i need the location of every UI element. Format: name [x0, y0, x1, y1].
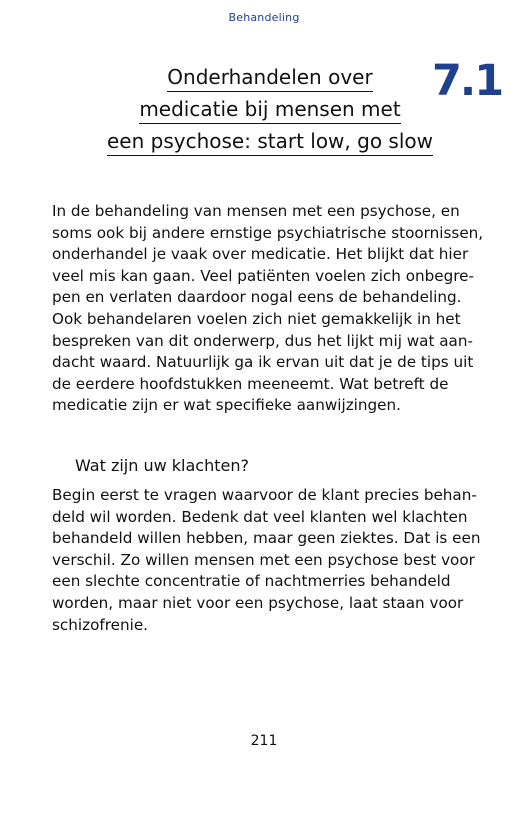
intro-paragraph	[52, 201, 484, 417]
page-number: 211	[250, 733, 278, 749]
paragraph-line: deld wil worden. Bedenk dat veel klanten wel klachten	[52, 507, 468, 526]
paragraph-line: Ook behandelaren voelen zich niet gemakkelijk in het	[52, 309, 461, 328]
paragraph-line: de eerdere hoofdstukken meeneemt. Wat betreft de	[52, 374, 449, 393]
section-heading: Wat zijn uw klachten?	[75, 456, 249, 475]
paragraph-line: In de behandeling van mensen met een psychose, en	[52, 202, 460, 220]
paragraph-line: veel mis kan gaan. Veel patiënten voelen zich onbegre-	[52, 266, 475, 285]
paragraph-line: onderhandel je vaak over medicatie. Het blijkt dat hier	[52, 245, 469, 264]
paragraph-line: medicatie zijn er wat specifieke aanwijzingen.	[52, 396, 401, 415]
paragraph-line: verschil. Zo willen mensen met een psychose best voor	[52, 550, 475, 569]
paragraph-line: schizofrenie.	[52, 615, 148, 634]
chapter-title-line-2: medicatie bij mensen met	[139, 96, 400, 124]
paragraph-line: bespreken van dit onderwerp, dus het lijkt mij wat aan-	[52, 331, 473, 350]
paragraph-line: dacht waard. Natuurlijk ga ik ervan uit dat je de tips uit	[52, 353, 474, 372]
chapter-title	[70, 62, 470, 158]
section-paragraph	[52, 485, 484, 636]
chapter-number: 7.1	[432, 56, 503, 106]
chapter-title-line-1: Onderhandelen over	[167, 64, 372, 92]
paragraph-line: soms ook bij andere ernstige psychiatrische stoornissen,	[52, 223, 484, 242]
chapter-title-line-3: een psychose: start low, go slow	[107, 128, 433, 156]
paragraph-line: behandeld willen hebben, maar geen ziektes. Dat is een	[52, 529, 481, 548]
paragraph-line: worden, maar niet voor een psychose, laat staan voor	[52, 593, 464, 612]
paragraph-line: Begin eerst te vragen waarvoor de klant precies behan-	[52, 486, 477, 504]
paragraph-line: pen en verlaten daardoor nogal eens de behandeling.	[52, 288, 462, 307]
running-header: Behandeling	[228, 11, 300, 24]
paragraph-line: een slechte concentratie of nachtmerries behandeld	[52, 572, 451, 591]
